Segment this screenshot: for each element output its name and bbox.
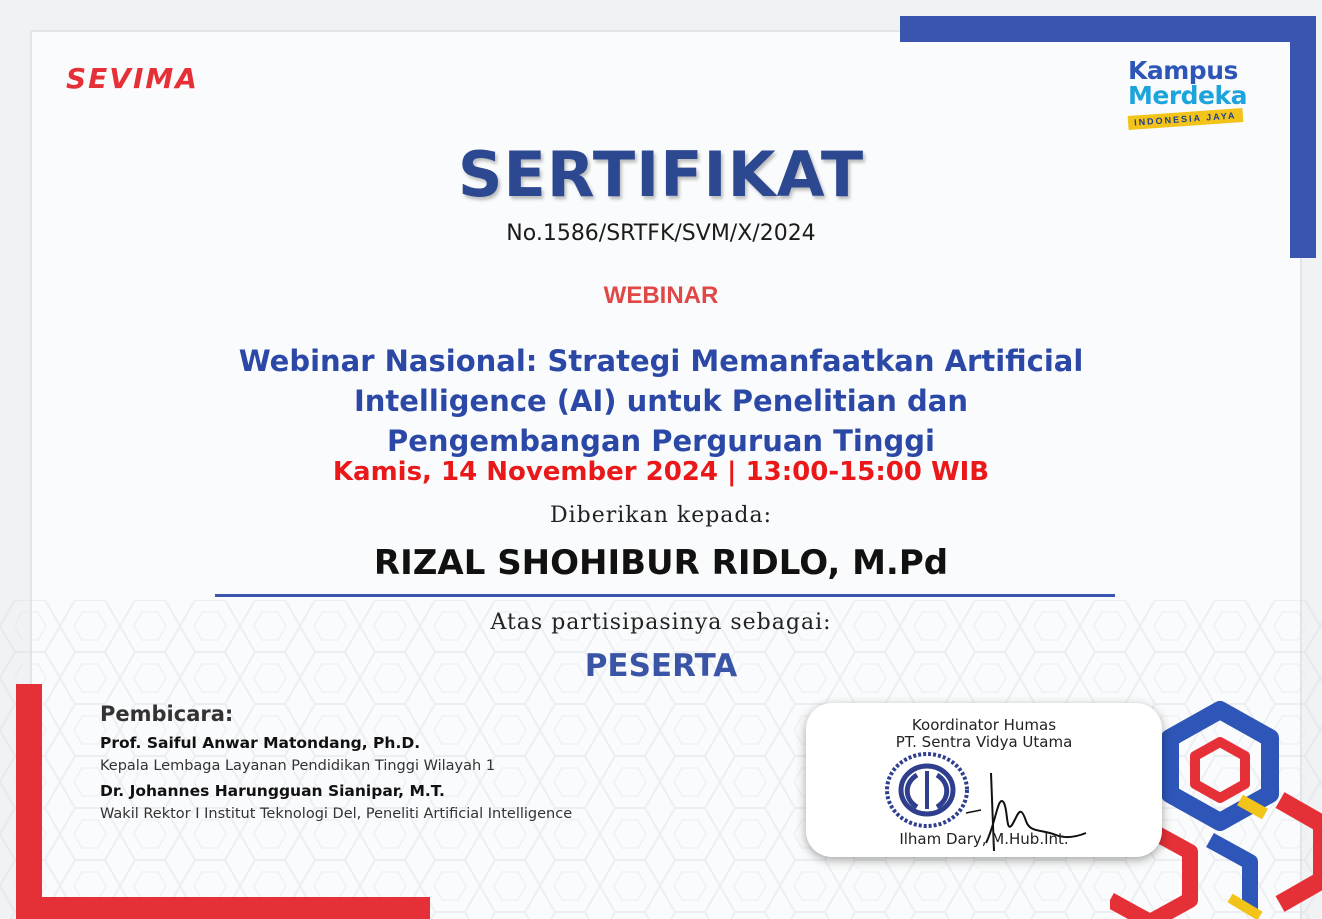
given-to-label: Diberikan kepada: xyxy=(549,503,773,528)
recipient-underline xyxy=(215,594,1115,597)
participant-role: PESERTA xyxy=(584,648,738,684)
sevima-logo: SEVIMA xyxy=(66,62,199,95)
signature-box xyxy=(806,703,1162,857)
speakers-heading: Pembicara: xyxy=(100,702,234,726)
certificate-title: SERTIFIKAT xyxy=(457,138,865,211)
kampus-merdeka-logo-line1: Kampus xyxy=(1128,56,1238,85)
speakers-section xyxy=(100,702,740,830)
corner-accent-bottom-left-horizontal xyxy=(16,897,430,919)
corner-accent-top-right xyxy=(900,16,1316,42)
speaker-name: Dr. Johannes Harungguan Sianipar, M.T. xyxy=(100,782,445,800)
event-date: Kamis, 14 November 2024 | 13:00-15:00 WIB xyxy=(332,457,990,487)
participation-label: Atas partisipasinya sebagai: xyxy=(490,610,832,635)
event-type: WEBINAR xyxy=(603,282,719,309)
corner-accent-bottom-left xyxy=(16,684,42,919)
certificate-number: No.1586/SRTFK/SVM/X/2024 xyxy=(506,221,816,246)
event-title: Webinar Nasional: Strategi Memanfaatkan Artificial Intelligence (AI) untuk Penelitian dan Pengembangan Perguruan Tinggi xyxy=(238,344,1084,458)
signatory-company: PT. Sentra Vidya Utama xyxy=(895,733,1073,751)
signatory-title: Koordinator Humas xyxy=(911,716,1057,734)
speaker-description: Wakil Rektor I Institut Teknologi Del, Peneliti Artificial Intelligence xyxy=(100,806,573,822)
kampus-merdeka-logo-line2: Merdeka xyxy=(1128,81,1248,110)
speaker-name: Prof. Saiful Anwar Matondang, Ph.D. xyxy=(100,734,421,752)
recipient-name: RIZAL SHOHIBUR RIDLO, M.Pd xyxy=(373,543,949,583)
kampus-merdeka-logo xyxy=(1128,58,1278,127)
signatory-name: Ilham Dary, M.Hub.Int. xyxy=(899,830,1069,848)
kampus-merdeka-tagline: INDONESIA JAYA xyxy=(1128,108,1243,130)
speaker-description: Kepala Lembaga Layanan Pendidikan Tinggi Wilayah 1 xyxy=(100,758,496,774)
